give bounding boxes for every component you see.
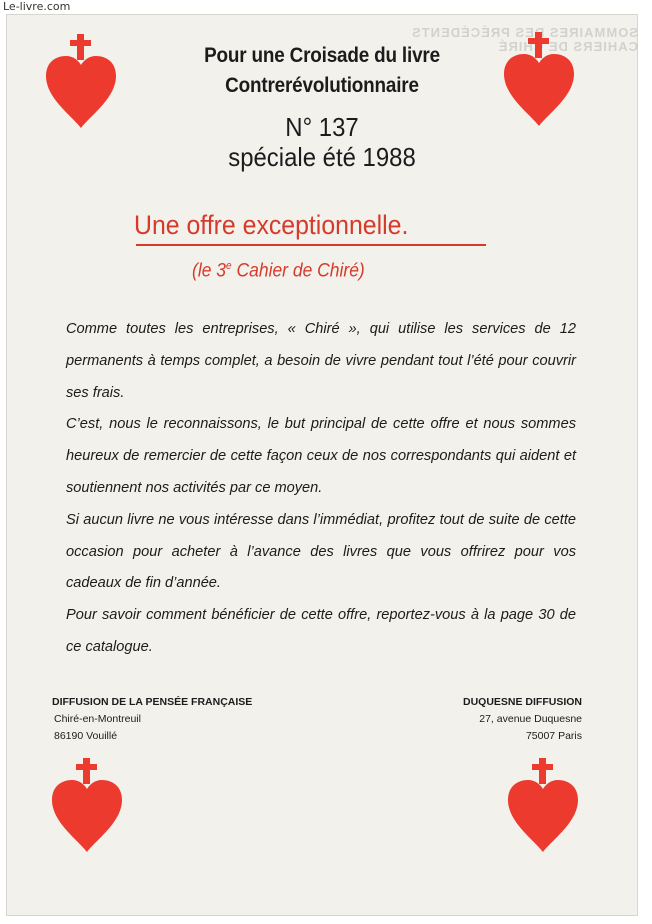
offer-subtitle <box>192 260 365 282</box>
address-left-line1: Chiré-en-Montreuil <box>54 713 141 725</box>
issue-number: N° 137 <box>285 112 359 142</box>
special-edition: spéciale été 1988 <box>228 142 416 172</box>
address-right <box>463 694 582 745</box>
site-watermark: Le-livre.com <box>3 0 71 13</box>
offer-underline <box>136 244 486 246</box>
address-right-line1: 27, avenue Duquesne <box>479 713 582 725</box>
address-left-name: DIFFUSION DE LA PENSÉE FRANÇAISE <box>52 696 253 708</box>
address-left <box>52 694 252 745</box>
address-left-line2: 86190 Vouillé <box>54 730 118 742</box>
address-right-line2: 75007 Paris <box>525 730 582 742</box>
body-paragraph: Comme toutes les entreprises, « Chiré », qui utilise les services de 12 permanents à temps complet, a besoin de vivre pendant tout l’été pour couvrir ses frais. <box>66 321 576 401</box>
offer-subtitle-prefix: (le 3 <box>192 260 227 282</box>
header-title-line2: Contrerévolutionnaire <box>225 74 419 97</box>
offer-subtitle-suffix: Cahier de Chiré) <box>231 260 365 282</box>
body-text <box>66 314 576 664</box>
header-title-line1: Pour une Croisade du livre <box>204 44 440 67</box>
sacred-heart-icon <box>504 756 582 856</box>
offer-title: Une offre exceptionnelle. <box>134 210 409 240</box>
document-page <box>6 14 638 916</box>
body-paragraph: C’est, nous le reconnaissons, le but principal de cette offre et nous sommes heureux de remercier de cette façon ceux de nos correspondants qui aident et soutiennent nos activités par ce moyen. <box>66 416 576 496</box>
body-paragraph: Si aucun livre ne vous intéresse dans l’immédiat, profitez tout de suite de cette occasion pour acheter à l’avance des livres que vous offrirez pour vos cadeaux de fin d’année. <box>66 511 576 592</box>
offer-subtitle-sup: e <box>226 260 232 272</box>
address-right-name: DUQUESNE DIFFUSION <box>462 696 582 708</box>
body-paragraph: Pour savoir comment bénéficier de cette offre, reportez-vous à la page 30 de ce catalogue. <box>66 607 576 655</box>
sacred-heart-icon <box>48 756 126 856</box>
bleed-through-heading: SOMMAIRES DES PRÉCÉDENTS CAHIERS DE CHIRÉ <box>411 25 638 54</box>
